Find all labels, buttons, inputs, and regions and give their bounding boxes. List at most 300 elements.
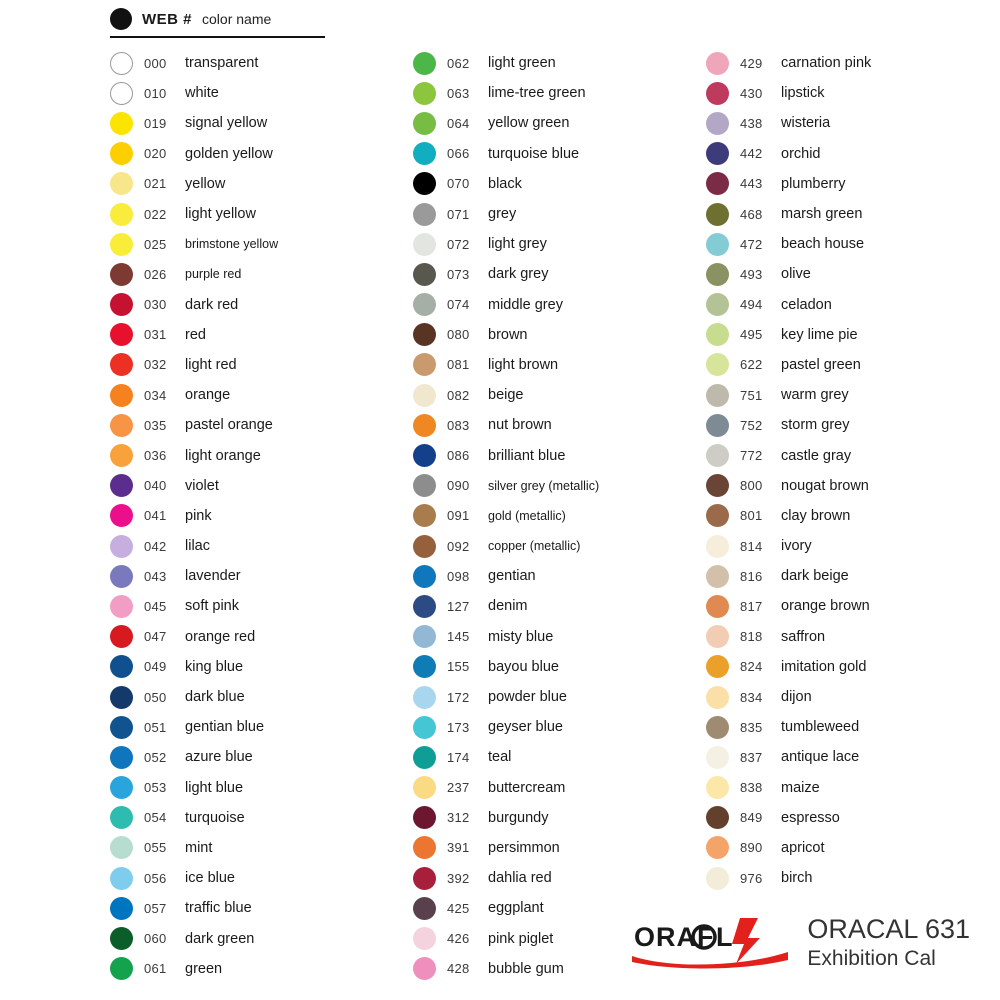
color-name: lilac xyxy=(185,538,210,555)
color-row[interactable] xyxy=(110,290,395,320)
color-swatch-icon xyxy=(413,82,436,105)
color-row[interactable] xyxy=(706,410,986,440)
color-name: saffron xyxy=(781,628,826,645)
color-row[interactable] xyxy=(706,440,986,470)
color-row[interactable] xyxy=(110,954,395,984)
color-code: 443 xyxy=(740,176,763,192)
color-row[interactable] xyxy=(413,682,688,712)
color-row[interactable] xyxy=(110,350,395,380)
color-swatch-icon xyxy=(706,565,729,588)
color-name: signal yellow xyxy=(185,115,268,132)
color-code: 425 xyxy=(447,900,470,916)
color-swatch-icon xyxy=(706,504,729,527)
color-code: 430 xyxy=(740,85,763,101)
color-name: azure blue xyxy=(185,749,253,766)
color-name: orchid xyxy=(781,145,821,162)
color-code: 054 xyxy=(144,810,167,826)
color-code: 801 xyxy=(740,508,763,524)
brand-text xyxy=(807,915,970,972)
color-swatch-icon xyxy=(413,444,436,467)
color-code: 145 xyxy=(447,629,470,645)
color-code: 493 xyxy=(740,266,763,282)
color-name: pastel orange xyxy=(185,417,273,434)
color-name: dahlia red xyxy=(488,870,552,887)
color-swatch-icon xyxy=(110,625,133,648)
color-row[interactable] xyxy=(110,622,395,652)
color-row[interactable] xyxy=(110,139,395,169)
color-swatch-icon xyxy=(413,836,436,859)
color-name: soft pink xyxy=(185,598,239,615)
color-swatch-icon xyxy=(110,414,133,437)
color-swatch-icon xyxy=(706,172,729,195)
color-swatch-icon xyxy=(706,867,729,890)
color-name: king blue xyxy=(185,658,244,675)
color-code: 090 xyxy=(447,478,470,494)
color-row[interactable] xyxy=(110,863,395,893)
color-name: pink xyxy=(185,507,212,524)
legend-web-label: WEB # xyxy=(142,10,193,28)
color-row[interactable] xyxy=(413,440,688,470)
color-code: 051 xyxy=(144,719,167,735)
color-code: 391 xyxy=(447,840,470,856)
color-row[interactable] xyxy=(413,471,688,501)
color-swatch-icon xyxy=(413,203,436,226)
color-code: 174 xyxy=(447,749,470,765)
color-swatch-icon xyxy=(110,112,133,135)
color-row[interactable] xyxy=(706,622,986,652)
color-name: light brown xyxy=(488,356,559,373)
color-swatch-icon xyxy=(110,384,133,407)
color-row[interactable] xyxy=(413,591,688,621)
color-row[interactable] xyxy=(706,863,986,893)
color-name: beach house xyxy=(781,236,865,253)
color-swatch-icon xyxy=(706,686,729,709)
color-code: 092 xyxy=(447,538,470,554)
color-row[interactable] xyxy=(706,380,986,410)
color-row[interactable] xyxy=(110,531,395,561)
color-row[interactable] xyxy=(413,350,688,380)
color-row[interactable] xyxy=(413,410,688,440)
color-code: 494 xyxy=(740,297,763,313)
color-code: 468 xyxy=(740,206,763,222)
color-swatch-icon xyxy=(706,836,729,859)
color-name: brilliant blue xyxy=(488,447,566,464)
color-name: pastel green xyxy=(781,356,861,373)
color-swatch-icon xyxy=(110,776,133,799)
color-row[interactable] xyxy=(413,199,688,229)
color-code: 066 xyxy=(447,146,470,162)
color-row[interactable] xyxy=(706,199,986,229)
color-row[interactable] xyxy=(413,108,688,138)
color-code: 081 xyxy=(447,357,470,373)
color-row[interactable] xyxy=(413,78,688,108)
color-swatch-icon xyxy=(110,927,133,950)
color-swatch-icon xyxy=(706,444,729,467)
color-row[interactable] xyxy=(706,108,986,138)
color-row[interactable] xyxy=(110,561,395,591)
color-code: 042 xyxy=(144,538,167,554)
color-code: 035 xyxy=(144,417,167,433)
color-column-2 xyxy=(413,48,688,984)
color-code: 428 xyxy=(447,961,470,977)
color-swatch-icon xyxy=(706,625,729,648)
legend-header xyxy=(110,8,325,38)
color-row[interactable] xyxy=(706,742,986,772)
color-row[interactable] xyxy=(706,320,986,350)
color-row[interactable] xyxy=(706,501,986,531)
color-code: 814 xyxy=(740,538,763,554)
color-swatch-icon xyxy=(706,716,729,739)
color-swatch-icon xyxy=(110,836,133,859)
color-row[interactable] xyxy=(110,833,395,863)
color-row[interactable] xyxy=(413,380,688,410)
color-swatch-icon xyxy=(110,172,133,195)
color-swatch-icon xyxy=(706,384,729,407)
color-name: gentian blue xyxy=(185,719,265,736)
color-swatch-icon xyxy=(706,414,729,437)
color-name: clay brown xyxy=(781,507,851,524)
color-row[interactable] xyxy=(413,501,688,531)
color-swatch-icon xyxy=(110,323,133,346)
color-name: maize xyxy=(781,779,820,796)
color-row[interactable] xyxy=(706,471,986,501)
color-name: light blue xyxy=(185,779,244,796)
color-row[interactable] xyxy=(413,652,688,682)
color-name: teal xyxy=(488,749,512,766)
color-swatch-icon xyxy=(110,535,133,558)
color-code: 816 xyxy=(740,568,763,584)
color-row[interactable] xyxy=(110,682,395,712)
color-row[interactable] xyxy=(110,169,395,199)
product-sub: Exhibition Cal xyxy=(807,946,936,970)
color-row[interactable] xyxy=(706,259,986,289)
color-swatch-icon xyxy=(706,806,729,829)
color-code: 091 xyxy=(447,508,470,524)
color-row[interactable] xyxy=(110,923,395,953)
color-name: misty blue xyxy=(488,628,554,645)
color-code: 049 xyxy=(144,659,167,675)
color-row[interactable] xyxy=(706,773,986,803)
color-row[interactable] xyxy=(706,78,986,108)
color-name: gold (metallic) xyxy=(488,508,566,523)
color-row[interactable] xyxy=(110,320,395,350)
color-swatch-icon xyxy=(413,142,436,165)
color-swatch-icon xyxy=(413,504,436,527)
color-name: apricot xyxy=(781,839,825,856)
color-row[interactable] xyxy=(110,48,395,78)
color-row[interactable] xyxy=(110,199,395,229)
color-code: 824 xyxy=(740,659,763,675)
color-name: silver grey (metallic) xyxy=(488,478,600,493)
color-code: 495 xyxy=(740,327,763,343)
color-swatch-icon xyxy=(413,414,436,437)
brand-block xyxy=(628,915,970,972)
color-code: 053 xyxy=(144,780,167,796)
color-name: geyser blue xyxy=(488,719,563,736)
color-name: celadon xyxy=(781,296,832,313)
color-code: 050 xyxy=(144,689,167,705)
color-code: 021 xyxy=(144,176,167,192)
color-swatch-icon xyxy=(706,233,729,256)
color-code: 392 xyxy=(447,870,470,886)
color-row[interactable] xyxy=(413,531,688,561)
color-code: 752 xyxy=(740,417,763,433)
color-swatch-icon xyxy=(413,52,436,75)
color-row[interactable] xyxy=(706,350,986,380)
color-code: 237 xyxy=(447,780,470,796)
color-name: warm grey xyxy=(781,387,849,404)
color-name: mint xyxy=(185,839,213,856)
color-name: white xyxy=(185,85,219,102)
color-name: transparent xyxy=(185,55,259,72)
color-row[interactable] xyxy=(110,501,395,531)
color-row[interactable] xyxy=(110,591,395,621)
color-code: 041 xyxy=(144,508,167,524)
color-name: storm grey xyxy=(781,417,850,434)
color-code: 838 xyxy=(740,780,763,796)
color-code: 818 xyxy=(740,629,763,645)
color-row[interactable] xyxy=(110,471,395,501)
color-swatch-icon xyxy=(706,82,729,105)
color-name: dark red xyxy=(185,296,239,313)
color-code: 020 xyxy=(144,146,167,162)
color-row[interactable] xyxy=(413,139,688,169)
color-swatch-icon xyxy=(706,353,729,376)
color-code: 772 xyxy=(740,448,763,464)
orafol-logo-icon xyxy=(628,916,793,972)
color-swatch-icon xyxy=(110,716,133,739)
color-swatch-icon xyxy=(413,474,436,497)
color-name: plumberry xyxy=(781,175,846,192)
color-swatch-icon xyxy=(413,625,436,648)
color-row[interactable] xyxy=(413,803,688,833)
color-swatch-icon xyxy=(413,565,436,588)
svg-text:L: L xyxy=(716,921,734,952)
color-code: 429 xyxy=(740,55,763,71)
color-row[interactable] xyxy=(706,803,986,833)
color-row[interactable] xyxy=(706,48,986,78)
color-row[interactable] xyxy=(110,410,395,440)
color-name: denim xyxy=(488,598,528,615)
color-swatch-icon xyxy=(706,293,729,316)
color-name: dark grey xyxy=(488,266,549,283)
color-swatch-icon xyxy=(110,504,133,527)
black-circle-icon xyxy=(110,8,132,30)
color-code: 022 xyxy=(144,206,167,222)
color-code: 426 xyxy=(447,931,470,947)
color-code: 800 xyxy=(740,478,763,494)
color-code: 312 xyxy=(447,810,470,826)
color-code: 080 xyxy=(447,327,470,343)
color-swatch-icon xyxy=(706,52,729,75)
color-row[interactable] xyxy=(706,833,986,863)
color-name: red xyxy=(185,326,206,343)
color-row[interactable] xyxy=(706,561,986,591)
color-column-3 xyxy=(706,48,986,984)
color-name: ivory xyxy=(781,538,812,555)
color-code: 052 xyxy=(144,749,167,765)
color-row[interactable] xyxy=(110,712,395,742)
color-code: 472 xyxy=(740,236,763,252)
color-swatch-icon xyxy=(413,112,436,135)
color-row[interactable] xyxy=(706,682,986,712)
color-swatch-icon xyxy=(413,686,436,709)
color-name: light orange xyxy=(185,447,261,464)
color-row[interactable] xyxy=(110,652,395,682)
color-code: 057 xyxy=(144,900,167,916)
color-code: 127 xyxy=(447,598,470,614)
color-row[interactable] xyxy=(110,773,395,803)
color-name: bayou blue xyxy=(488,658,559,675)
color-row[interactable] xyxy=(413,561,688,591)
product-line: ORACAL 631 xyxy=(807,914,970,945)
color-row[interactable] xyxy=(413,742,688,772)
color-name: yellow green xyxy=(488,115,570,132)
color-swatch-icon xyxy=(110,52,133,75)
color-swatch-icon xyxy=(413,655,436,678)
color-code: 890 xyxy=(740,840,763,856)
color-code: 000 xyxy=(144,55,167,71)
color-name: burgundy xyxy=(488,809,549,826)
color-row[interactable] xyxy=(110,380,395,410)
color-swatch-icon xyxy=(110,867,133,890)
color-code: 837 xyxy=(740,749,763,765)
color-swatch-icon xyxy=(413,776,436,799)
color-row[interactable] xyxy=(110,893,395,923)
color-swatch-icon xyxy=(413,746,436,769)
color-column-1 xyxy=(110,48,395,984)
color-code: 047 xyxy=(144,629,167,645)
color-swatch-icon xyxy=(110,897,133,920)
color-swatch-icon xyxy=(706,776,729,799)
color-name: orange xyxy=(185,387,231,404)
color-swatch-icon xyxy=(413,233,436,256)
color-name: persimmon xyxy=(488,839,560,856)
color-name: powder blue xyxy=(488,689,567,706)
color-row[interactable] xyxy=(413,320,688,350)
color-row[interactable] xyxy=(110,742,395,772)
color-name: eggplant xyxy=(488,900,544,917)
color-name: orange red xyxy=(185,628,256,645)
color-name: gentian xyxy=(488,568,536,585)
color-swatch-icon xyxy=(413,353,436,376)
color-name: nut brown xyxy=(488,417,552,434)
color-row[interactable] xyxy=(413,622,688,652)
color-row[interactable] xyxy=(413,169,688,199)
color-swatch-icon xyxy=(110,595,133,618)
color-swatch-icon xyxy=(413,535,436,558)
color-columns xyxy=(0,48,1000,984)
color-code: 751 xyxy=(740,387,763,403)
color-row[interactable] xyxy=(110,78,395,108)
color-code: 034 xyxy=(144,387,167,403)
color-row[interactable] xyxy=(413,833,688,863)
color-swatch-icon xyxy=(706,655,729,678)
color-row[interactable] xyxy=(413,290,688,320)
color-name: grey xyxy=(488,206,517,223)
color-name: castle gray xyxy=(781,447,852,464)
color-row[interactable] xyxy=(706,591,986,621)
color-swatch-icon xyxy=(413,957,436,980)
color-row[interactable] xyxy=(110,440,395,470)
color-code: 056 xyxy=(144,870,167,886)
color-row[interactable] xyxy=(110,229,395,259)
color-name: ice blue xyxy=(185,870,235,887)
color-swatch-icon xyxy=(413,867,436,890)
color-name: brimstone yellow xyxy=(185,237,279,252)
svg-text:ORAF: ORAF xyxy=(634,921,715,952)
color-name: pink piglet xyxy=(488,930,554,947)
color-row[interactable] xyxy=(413,229,688,259)
color-code: 098 xyxy=(447,568,470,584)
color-code: 155 xyxy=(447,659,470,675)
color-name: violet xyxy=(185,477,219,494)
color-name: copper (metallic) xyxy=(488,539,581,554)
color-name: birch xyxy=(781,870,813,887)
color-code: 030 xyxy=(144,297,167,313)
color-name: dark green xyxy=(185,930,255,947)
color-row[interactable] xyxy=(706,229,986,259)
color-name: imitation gold xyxy=(781,658,867,675)
color-code: 070 xyxy=(447,176,470,192)
color-row[interactable] xyxy=(706,139,986,169)
color-code: 026 xyxy=(144,266,167,282)
color-swatch-icon xyxy=(706,203,729,226)
color-code: 086 xyxy=(447,448,470,464)
color-swatch-icon xyxy=(413,172,436,195)
color-swatch-icon xyxy=(110,655,133,678)
color-code: 834 xyxy=(740,689,763,705)
color-swatch-icon xyxy=(110,293,133,316)
color-name: buttercream xyxy=(488,779,566,796)
color-row[interactable] xyxy=(706,712,986,742)
color-code: 835 xyxy=(740,719,763,735)
color-row[interactable] xyxy=(706,169,986,199)
color-row[interactable] xyxy=(413,863,688,893)
color-name: middle grey xyxy=(488,296,563,313)
color-swatch-icon xyxy=(706,474,729,497)
color-row[interactable] xyxy=(413,48,688,78)
color-row[interactable] xyxy=(110,108,395,138)
color-row[interactable] xyxy=(706,652,986,682)
color-row[interactable] xyxy=(413,259,688,289)
color-name: lipstick xyxy=(781,85,825,102)
color-row[interactable] xyxy=(413,773,688,803)
color-swatch-icon xyxy=(110,82,133,105)
color-code: 031 xyxy=(144,327,167,343)
color-code: 849 xyxy=(740,810,763,826)
color-row[interactable] xyxy=(413,712,688,742)
color-swatch-icon xyxy=(706,746,729,769)
color-code: 062 xyxy=(447,55,470,71)
color-name: marsh green xyxy=(781,206,863,223)
color-row[interactable] xyxy=(706,531,986,561)
color-swatch-icon xyxy=(110,957,133,980)
color-code: 172 xyxy=(447,689,470,705)
color-row[interactable] xyxy=(110,803,395,833)
color-swatch-icon xyxy=(706,535,729,558)
color-code: 442 xyxy=(740,146,763,162)
color-swatch-icon xyxy=(110,142,133,165)
color-name: wisteria xyxy=(781,115,831,132)
color-swatch-icon xyxy=(110,806,133,829)
color-code: 010 xyxy=(144,85,167,101)
color-swatch-icon xyxy=(413,293,436,316)
color-row[interactable] xyxy=(110,259,395,289)
color-row[interactable] xyxy=(706,290,986,320)
color-swatch-icon xyxy=(413,384,436,407)
color-swatch-icon xyxy=(413,806,436,829)
